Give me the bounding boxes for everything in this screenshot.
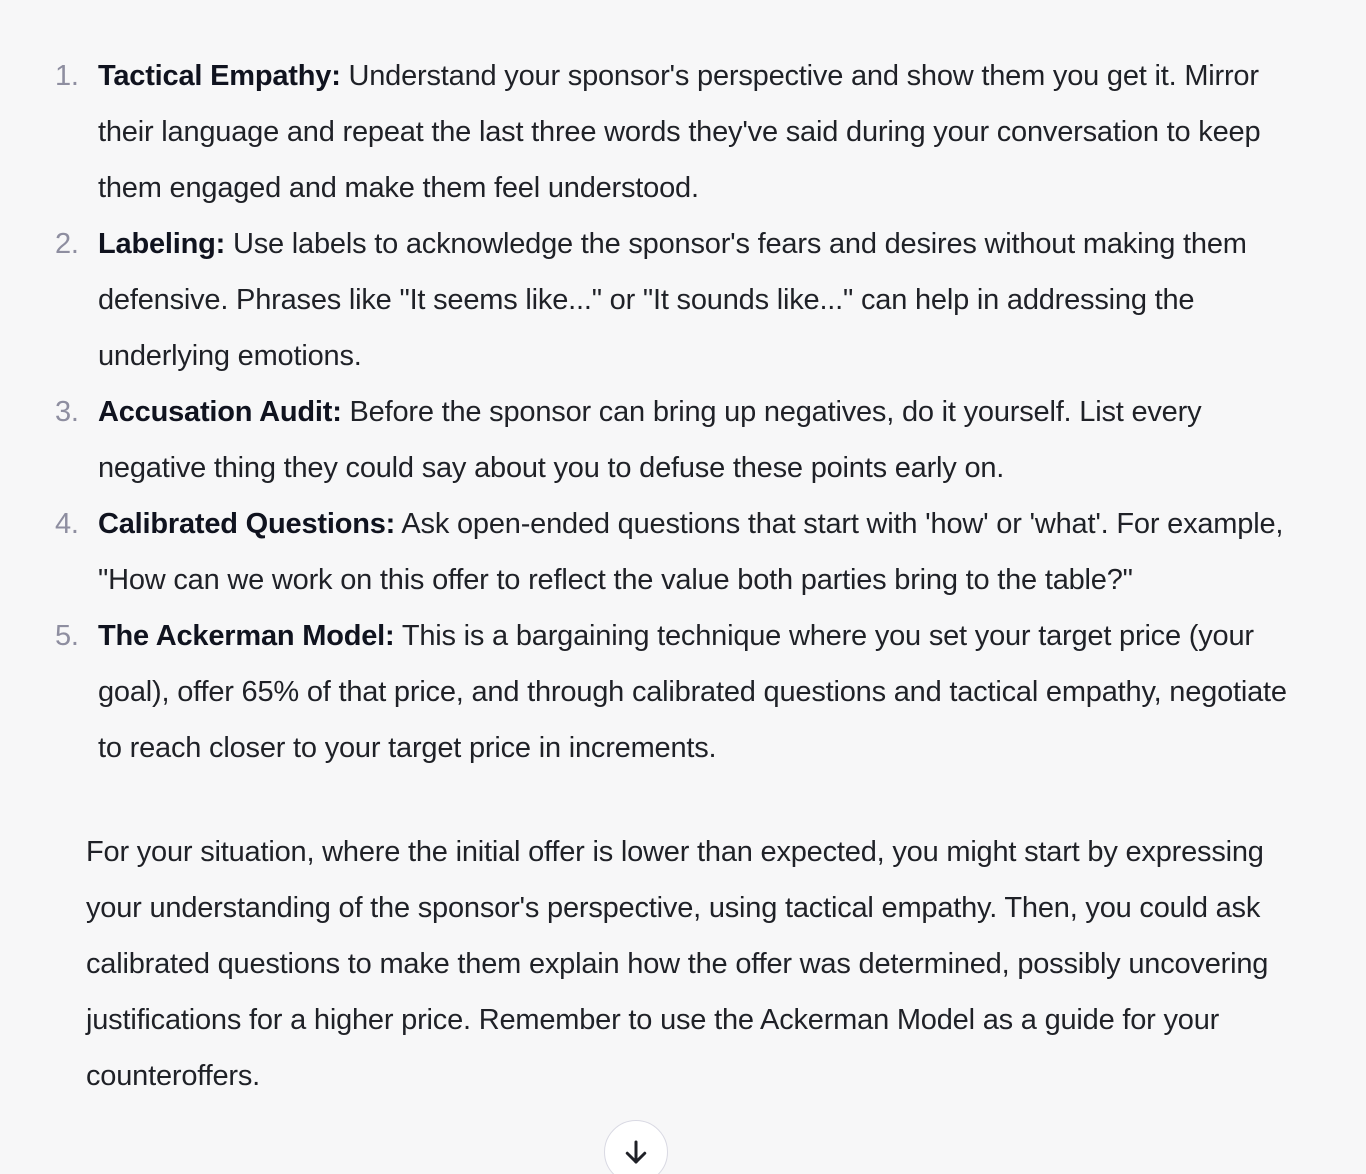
scroll-to-bottom-button[interactable] xyxy=(604,1120,668,1174)
list-number: 1. xyxy=(55,60,79,92)
list-term: The Ackerman Model xyxy=(98,620,386,652)
list-term: Calibrated Questions xyxy=(98,508,386,540)
list-colon: : xyxy=(215,228,226,260)
assistant-message xyxy=(0,48,1366,1104)
list-text: Ask open-ended questions that start with 'how' or 'what'. For example, "How can we work on this offer to reflect the value both parties bring to the table?" xyxy=(98,508,1284,596)
list-item xyxy=(0,608,1366,776)
negotiation-tips-list xyxy=(0,48,1366,776)
list-text: This is a bargaining technique where you set your target price (your goal), offer 65% of that price, and through calibrated questions and tactical empathy, negotiate to reach closer to your target price in increments. xyxy=(98,620,1287,764)
list-item xyxy=(0,48,1366,216)
list-colon: : xyxy=(385,620,395,652)
list-item xyxy=(0,216,1366,384)
list-item xyxy=(0,496,1366,608)
arrow-down-icon xyxy=(621,1137,651,1167)
list-text: Use labels to acknowledge the sponsor's fears and desires without making them defensive. Phrases like "It seems like..." or "It sounds like..." can help in addressing the underlying emotions. xyxy=(98,228,1247,372)
list-number: 2. xyxy=(55,228,79,260)
list-item xyxy=(0,384,1366,496)
list-term: Tactical Empathy xyxy=(98,60,332,92)
list-colon: : xyxy=(332,396,342,428)
list-text: Before the sponsor can bring up negatives, do it yourself. List every negative thing they could say about you to defuse these points early on. xyxy=(98,396,1202,484)
list-colon: : xyxy=(331,60,341,92)
summary-paragraph: For your situation, where the initial offer is lower than expected, you might start by expressing your understanding of the sponsor's perspective, using tactical empathy. Then, you could ask calibrated questions to make them explain how the offer was determined, possibly uncovering justifications for a higher price. Remember to use the Ackerman Model as a guide for your counteroffers. xyxy=(86,836,1269,1092)
list-text: Understand your sponsor's perspective and show them you get it. Mirror their language and repeat the last three words they've said during your conversation to keep them engaged and make them feel understood. xyxy=(98,60,1261,204)
list-term: Labeling xyxy=(98,228,216,260)
list-term: Accusation Audit xyxy=(98,396,333,428)
list-number: 3. xyxy=(55,396,79,428)
list-colon: : xyxy=(385,508,396,540)
list-number: 4. xyxy=(55,508,79,540)
list-number: 5. xyxy=(55,620,79,652)
